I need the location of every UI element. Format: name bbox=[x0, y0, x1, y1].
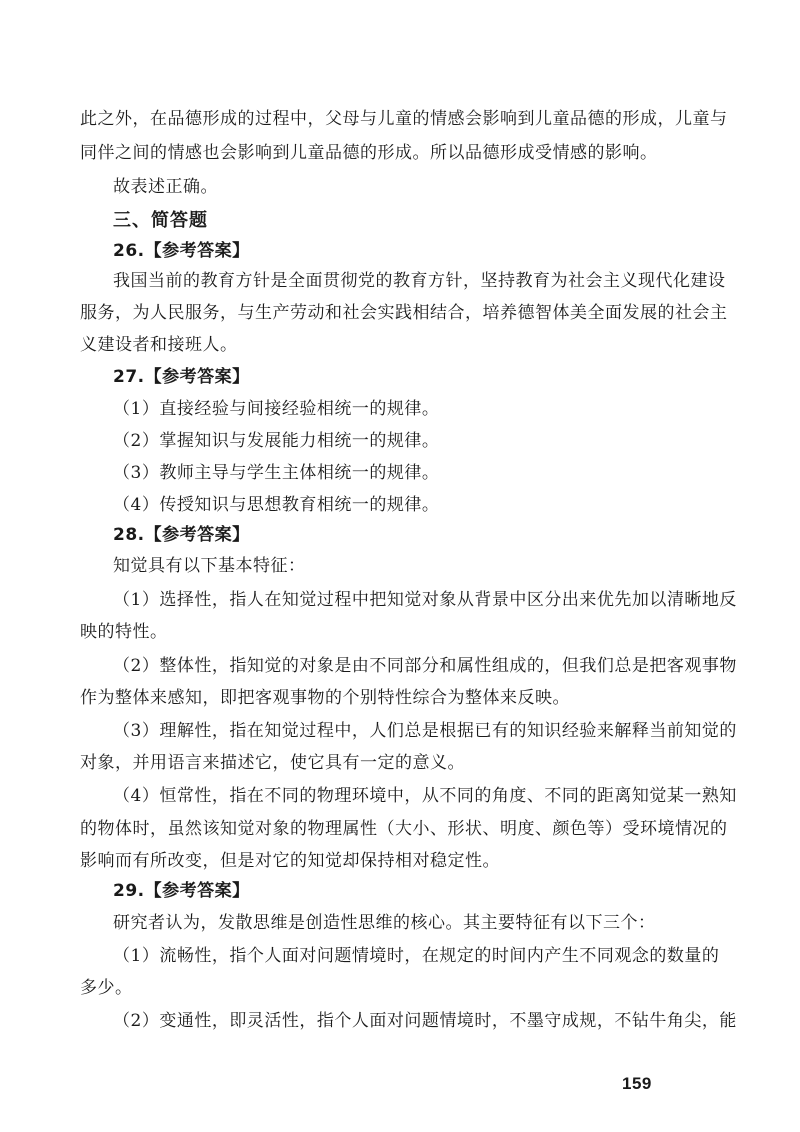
paragraph-line: 的物体时，虽然该知觉对象的物理属性（大小、形状、明度、颜色等）受环境情况的 bbox=[80, 819, 728, 839]
list-item: （2）整体性，指知觉的对象是由不同部分和属性组成的，但我们总是把客观事物 bbox=[113, 656, 737, 676]
paragraph-line: 服务，为人民服务，与生产劳动和社会实践相结合，培养德智体美全面发展的社会主 bbox=[80, 303, 728, 323]
answer-heading: 27.【参考答案】 bbox=[113, 367, 250, 387]
list-item: （2）掌握知识与发展能力相统一的规律。 bbox=[113, 431, 440, 451]
paragraph-line: 作为整体来感知，即把客观事物的个别特性综合为整体来反映。 bbox=[80, 688, 570, 708]
list-item: （1）选择性，指人在知觉过程中把知觉对象从背景中区分出来优先加以清晰地反 bbox=[113, 590, 737, 610]
paragraph-line: 故表述正确。 bbox=[113, 177, 218, 197]
paragraph-line: 研究者认为，发散思维是创造性思维的核心。其主要特征有以下三个： bbox=[113, 913, 656, 933]
list-item: （3）教师主导与学生主体相统一的规律。 bbox=[113, 463, 440, 483]
answer-heading: 28.【参考答案】 bbox=[113, 525, 250, 545]
paragraph-line: 对象，并用语言来描述它，使它具有一定的意义。 bbox=[80, 753, 465, 773]
section-heading: 三、简答题 bbox=[113, 210, 208, 231]
answer-heading: 26.【参考答案】 bbox=[113, 241, 250, 261]
page-number: 159 bbox=[622, 1074, 652, 1093]
paragraph-line: 我国当前的教育方针是全面贯彻党的教育方针，坚持教育为社会主义现代化建设 bbox=[113, 271, 726, 291]
list-item: （1）直接经验与间接经验相统一的规律。 bbox=[113, 399, 440, 419]
list-item: （4）传授知识与思想教育相统一的规律。 bbox=[113, 495, 440, 515]
paragraph-line: 同伴之间的情感也会影响到儿童品德的形成。所以品德形成受情感的影响。 bbox=[80, 143, 658, 163]
answer-heading: 29.【参考答案】 bbox=[113, 881, 250, 901]
paragraph-line: 义建设者和接班人。 bbox=[80, 335, 238, 355]
list-item: （4）恒常性，指在不同的物理环境中，从不同的角度、不同的距离知觉某一熟知 bbox=[113, 786, 737, 806]
paragraph-line: 此之外，在品德形成的过程中，父母与儿童的情感会影响到儿童品德的形成，儿童与 bbox=[80, 109, 728, 129]
list-item: （2）变通性，即灵活性，指个人面对问题情境时，不墨守成规，不钻牛角尖，能 bbox=[113, 1011, 737, 1031]
list-item: （3）理解性，指在知觉过程中，人们总是根据已有的知识经验来解释当前知觉的 bbox=[113, 721, 737, 741]
paragraph-line: 映的特性。 bbox=[80, 622, 168, 642]
list-item: （1）流畅性，指个人面对问题情境时，在规定的时间内产生不同观念的数量的 bbox=[113, 946, 720, 966]
paragraph-line: 知觉具有以下基本特征： bbox=[113, 556, 306, 576]
paragraph-line: 影响而有所改变，但是对它的知觉却保持相对稳定性。 bbox=[80, 851, 500, 871]
paragraph-line: 多少。 bbox=[80, 978, 133, 998]
